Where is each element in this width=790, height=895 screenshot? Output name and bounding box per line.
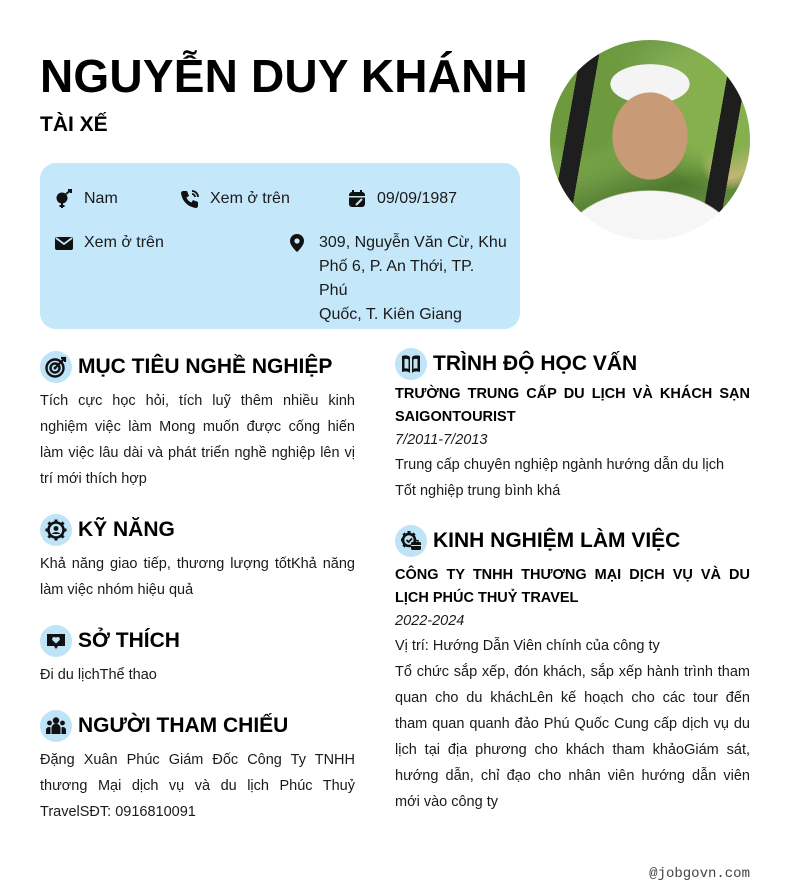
experience-period: 2022-2024	[395, 613, 465, 629]
references-title: NGƯỜI THAM CHIẾU	[78, 714, 289, 737]
section-skills	[40, 513, 355, 603]
gear-briefcase-icon	[395, 525, 427, 557]
contact-address	[287, 231, 507, 327]
section-hobbies	[40, 624, 355, 688]
contact-info-box	[40, 163, 520, 329]
user-gear-icon	[40, 514, 72, 546]
address-line-1: 309, Nguyễn Văn Cừ, Khu	[319, 234, 507, 251]
hobbies-text: Đi du lịchThể thao	[40, 667, 157, 683]
target-icon	[40, 351, 72, 383]
address-line-3: Quốc, T. Kiên Giang	[319, 306, 462, 323]
references-text: Đặng Xuân Phúc Giám Đốc Công Ty TNHH thương Mại dịch vụ và du lịch Phúc Thuỷ TravelSĐT: 0916810091	[40, 752, 355, 820]
people-group-icon	[40, 710, 72, 742]
hobbies-title: SỞ THÍCH	[78, 629, 180, 652]
job-title: TÀI XẾ	[40, 113, 108, 136]
objective-text: Tích cực học hỏi, tích luỹ thêm nhiều kinh nghiệm việc làm Mong muốn được cống hiến làm việc lâu dài và phát triển nghề nghiệp lên vị trí mới thích hợp	[40, 393, 355, 487]
avatar	[550, 40, 750, 240]
section-references	[40, 709, 355, 825]
phone-value: Xem ở trên	[210, 190, 290, 207]
gender-icon	[54, 187, 74, 211]
candidate-name: NGUYỄN DUY KHÁNH	[40, 50, 528, 102]
contact-gender	[54, 187, 118, 211]
contact-birthday	[347, 187, 457, 211]
section-experience	[395, 524, 750, 815]
address-line-2: Phố 6, P. An Thới, TP. Phú	[319, 258, 475, 299]
company-name: CÔNG TY TNHH THƯƠNG MẠI DỊCH VỤ VÀ DU LỊCH PHÚC THUỶ TRAVEL	[395, 567, 750, 606]
calendar-icon	[347, 187, 367, 211]
experience-position: Vị trí: Hướng Dẫn Viên chính của công ty	[395, 638, 660, 654]
education-grade: Tốt nghiệp trung bình khá	[395, 483, 561, 499]
profile-photo	[550, 40, 750, 240]
objective-title: MỤC TIÊU NGHỀ NGHIỆP	[78, 355, 333, 378]
watermark: @jobgovn.com	[649, 866, 750, 882]
education-title: TRÌNH ĐỘ HỌC VẤN	[433, 352, 638, 375]
heart-message-icon	[40, 625, 72, 657]
contact-phone	[180, 187, 290, 211]
phone-icon	[180, 187, 200, 211]
education-major: Trung cấp chuyên nghiệp ngành hướng dẫn du lịch	[395, 457, 725, 473]
location-pin-icon	[287, 231, 307, 255]
school-name: TRƯỜNG TRUNG CẤP DU LỊCH VÀ KHÁCH SẠN SAIGONTOURIST	[395, 386, 750, 425]
education-period: 7/2011-7/2013	[395, 432, 488, 448]
contact-email	[54, 231, 164, 255]
gender-value: Nam	[84, 190, 118, 207]
experience-title: KINH NGHIỆM LÀM VIỆC	[433, 529, 681, 552]
envelope-icon	[54, 231, 74, 255]
experience-description: Tổ chức sắp xếp, đón khách, sắp xếp hành trình tham quan cho du kháchLên kế hoạch cho các tour đến tham quan quanh đảo Phú Quốc Cung cấp dịch vụ du lịch tại địa phương cho khách tham khảoGiám sát, hướng dẫn, chỉ đạo cho nhân viên hướng dẫn viên mới vào công ty	[395, 664, 750, 810]
book-icon	[395, 348, 427, 380]
birthday-value: 09/09/1987	[377, 190, 458, 207]
skills-title: KỸ NĂNG	[78, 518, 175, 541]
section-education	[395, 347, 750, 504]
section-objective	[40, 350, 355, 492]
email-value: Xem ở trên	[84, 234, 164, 251]
skills-text: Khả năng giao tiếp, thương lượng tốtKhả năng làm việc nhóm hiệu quả	[40, 556, 355, 598]
